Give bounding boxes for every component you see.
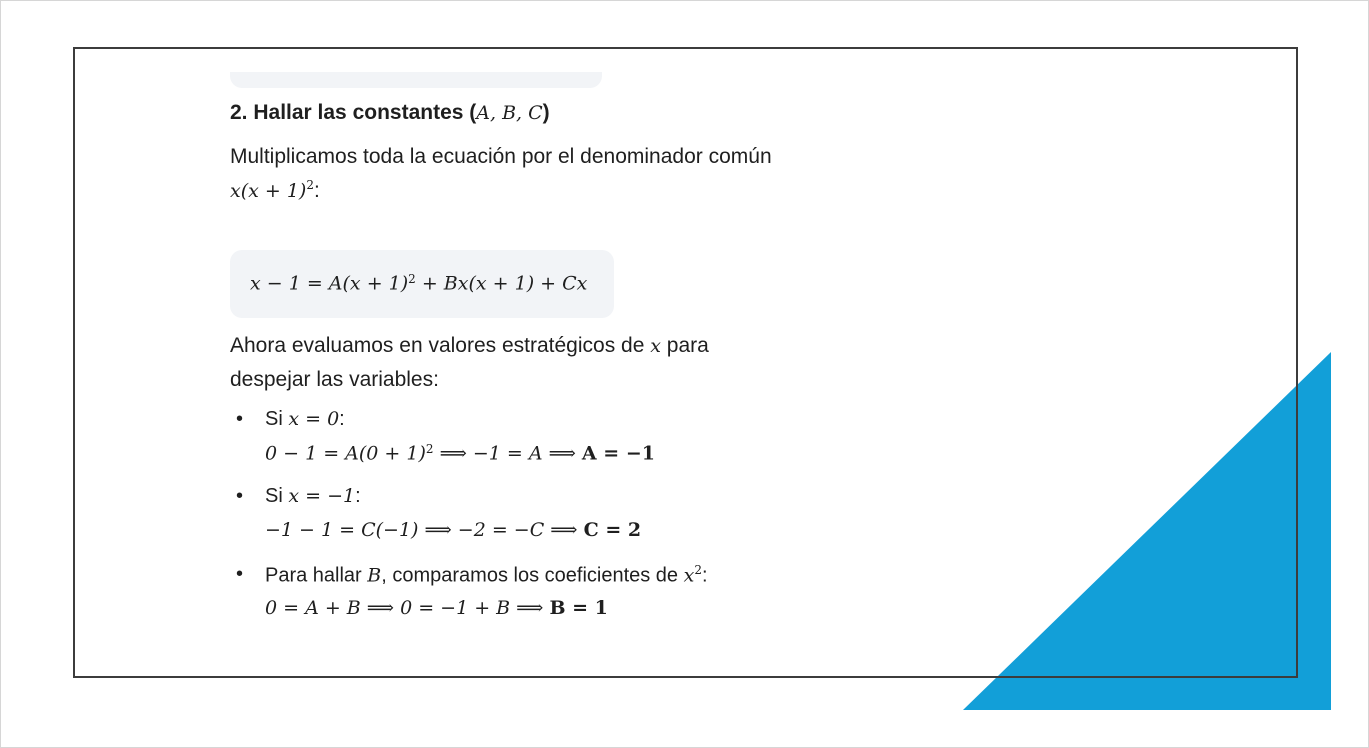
bullet-2-label: Si x = −1: <box>265 485 361 507</box>
bullet-dot: • <box>236 563 244 585</box>
intro-text: Multiplicamos toda la ecuación por el denominador común <box>230 145 772 168</box>
evaluate-text: Ahora evaluamos en valores estratégicos de x para <box>230 334 709 357</box>
bullet-3-calc: 0 = A + B ⟹ 0 = −1 + B ⟹ B = 1 <box>265 597 608 619</box>
evaluate-text-2: despejar las variables: <box>230 368 439 391</box>
intro-math: $x(x + 1)^2$: <box>230 178 320 202</box>
previous-block-strip <box>230 72 602 88</box>
section-heading: 2. Hallar las constantes (A, B, C) <box>230 101 550 124</box>
bullet-1-calc: $0 - 1 = A(0 + 1)^2$ ⟹ −1 = A ⟹ A = −1 <box>265 442 655 465</box>
bullet-dot: • <box>236 408 244 430</box>
bullet-dot: • <box>236 485 244 507</box>
bullet-1-label: Si x = 0: <box>265 408 345 430</box>
bullet-2-calc: −1 − 1 = C(−1) ⟹ −2 = −C ⟹ C = 2 <box>265 519 642 541</box>
bullet-3-label: Para hallar B, comparamos los coeficientes de $x^2$: <box>265 563 708 587</box>
main-equation: $x - 1 = A(x + 1)^2 + Bx(x + 1) + Cx$ <box>250 272 588 295</box>
equation-box <box>230 250 614 318</box>
